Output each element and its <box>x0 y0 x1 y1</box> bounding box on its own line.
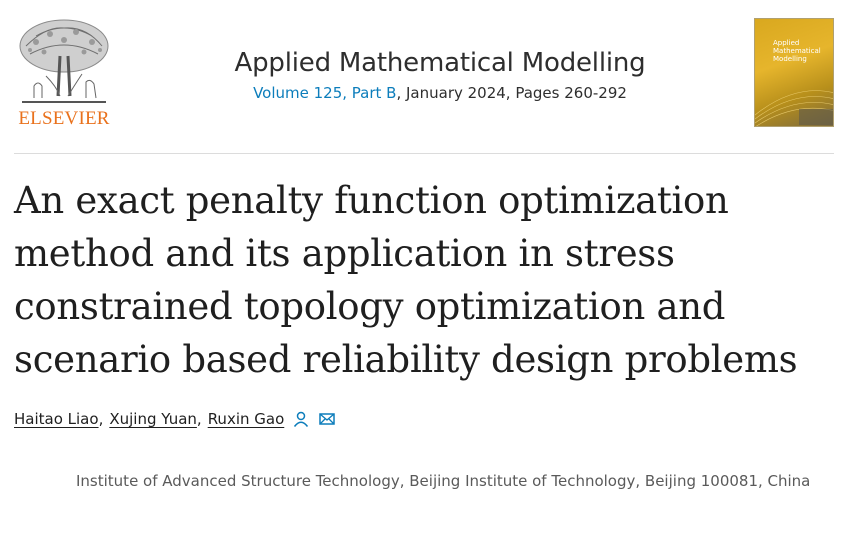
elsevier-tree-icon <box>16 16 112 108</box>
issue-details: , January 2024, Pages 260-292 <box>396 84 627 102</box>
author-list <box>14 410 336 428</box>
author-separator: , <box>98 410 104 428</box>
author-affiliation: Institute of Advanced Structure Technology, Beijing Institute of Technology, Beijing 100081, China <box>76 472 811 490</box>
journal-issue-line <box>190 84 690 102</box>
journal-cover-image[interactable] <box>754 18 834 127</box>
author-link[interactable]: Xujing Yuan <box>109 410 197 428</box>
author-separator: , <box>196 410 202 428</box>
elsevier-logo[interactable] <box>14 16 114 130</box>
elsevier-wordmark: ELSEVIER <box>18 108 110 129</box>
header-divider <box>14 153 834 154</box>
cover-pattern-icon <box>755 79 834 127</box>
person-icon[interactable] <box>292 410 310 428</box>
article-title: An exact penalty function optimization method and its application in stress constrained topology optimization and scenario based reliability design problems <box>14 179 798 381</box>
envelope-icon[interactable] <box>318 410 336 428</box>
article-header <box>0 0 847 152</box>
cover-title: Applied Mathematical Modelling <box>773 39 821 63</box>
volume-link[interactable]: Volume 125, Part B <box>253 84 397 102</box>
journal-title-link[interactable]: Applied Mathematical Modelling <box>234 48 646 78</box>
author-link[interactable]: Ruxin Gao <box>207 410 285 428</box>
author-link[interactable]: Haitao Liao <box>14 410 99 428</box>
journal-info <box>190 48 690 102</box>
